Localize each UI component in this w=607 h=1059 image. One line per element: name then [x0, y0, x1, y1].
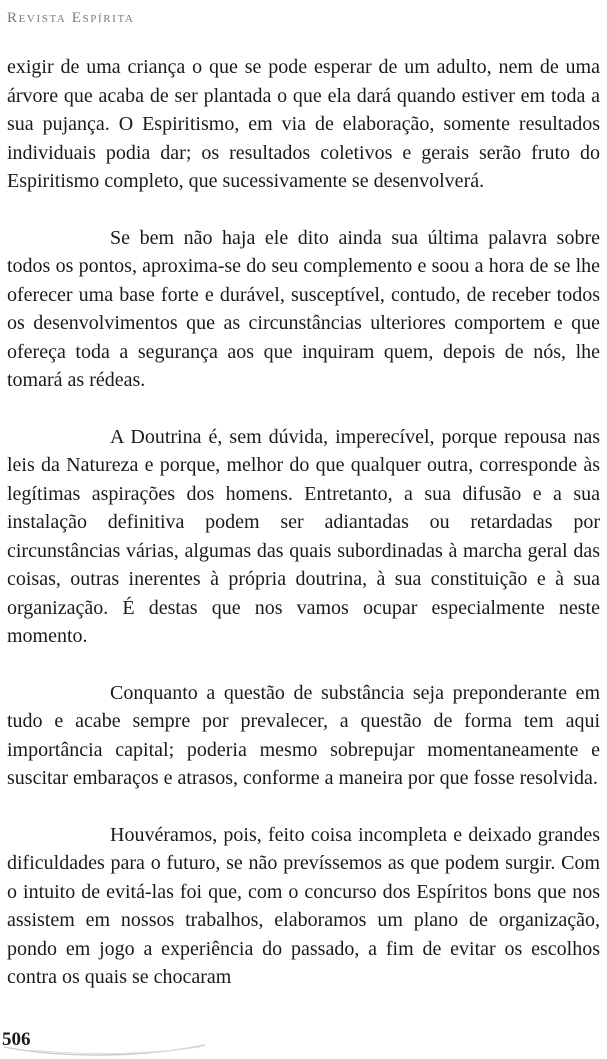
running-header: Revista Espírita [7, 10, 135, 26]
page-number: 506 [2, 1029, 31, 1050]
page-number-swoosh-ornament [0, 1034, 210, 1059]
paragraph-1: exigir de uma criança o que se pode esperar de um adulto, nem de uma árvore que acaba de ser plantada o que ela dará quando estiver em toda a sua pujança. O Espiritismo, em via de elaboração, somente resultados individuais podia dar; os resultados coletivos e gerais serão fruto do Espiritismo completo, que sucessivamente se desenvolverá. [7, 56, 600, 192]
paragraph-4: Conquanto a questão de substância seja preponderante em tudo e acabe sempre por prevalecer, a questão de forma tem aqui importância capital; poderia mesmo sobrepujar momentaneamente e suscitar embaraços e atrasos, conforme a maneira por que fosse resolvida. [7, 681, 600, 789]
paragraph-3: A Doutrina é, sem dúvida, imperecível, porque repousa nas leis da Natureza e porque, melhor do que qualquer outra, corresponde às legítimas aspirações dos homens. Entretanto, a sua difusão e a sua instalação definitiva podem ser adiantadas ou retardadas por circunstâncias várias, algumas das quais subordinadas à marcha geral das coisas, outras inerentes à própria doutrina, à sua constituição e à sua organização. É destas que nos vamos ocupar especialmente neste momento. [7, 425, 600, 647]
paragraph-5: Houvéramos, pois, feito coisa incompleta e deixado grandes dificuldades para o futuro, se não prevíssemos as que podem surgir. Com o intuito de evitá-las foi que, com o concurso dos Espíritos bons que nos assistem em nossos trabalhos, elaboramos um plano de organização, pondo em jogo a experiência do passado, a fim de evitar os escolhos contra os quais se chocaram [7, 823, 600, 988]
body-text [7, 53, 600, 992]
paragraph-2: Se bem não haja ele dito ainda sua última palavra sobre todos os pontos, aproxima-se do seu complemento e soou a hora de se lhe oferecer uma base forte e durável, susceptível, contudo, de receber todos os desenvolvimentos que as circunstâncias ulteriores comportem e que ofereça toda a segurança aos que inquiram quem, depois de nós, lhe tomará as rédeas. [7, 226, 600, 391]
